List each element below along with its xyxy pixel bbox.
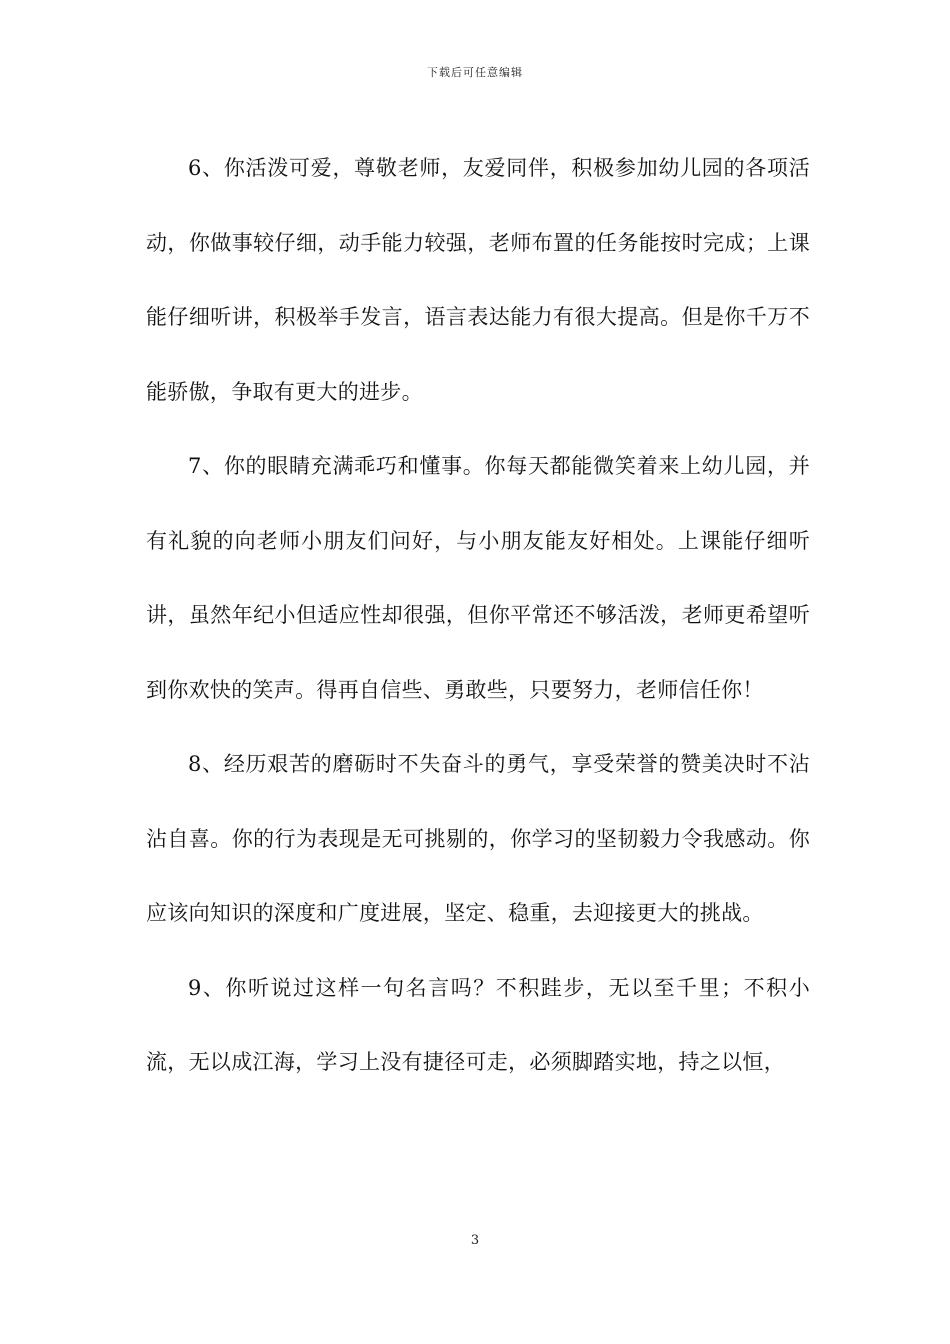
paragraph-8: 8、经历艰苦的磨砺时不失奋斗的勇气，享受荣誉的赞美决时不沾沾自喜。你的行为表现是无可挑剔的，你学习的坚韧毅力令我感动。你应该向知识的深度和广度进展，坚定、稳重，去迎接更大的挑战。: [146, 752, 810, 925]
paragraph-7: 7、你的眼睛充满乖巧和懂事。你每天都能微笑着来上幼儿园，并有礼貌的向老师小朋友们问好，与小朋友能友好相处。上课能仔细听讲，虽然年纪小但适应性却很强，但你平常还不够活泼，老师更希望听到你欢快的笑声。得再自信些、勇敢些，只要努力，老师信任你！: [146, 454, 810, 702]
paragraph-6: 6、你活泼可爱，尊敬老师，友爱同伴，积极参加幼儿园的各项活动，你做事较仔细，动手能力较强，老师布置的任务能按时完成；上课能仔细听讲，积极举手发言，语言表达能力有很大提高。但是你千万不能骄傲，争取有更大的进步。: [146, 156, 810, 404]
page-number: 3: [470, 1233, 480, 1248]
document-body: [146, 131, 810, 1100]
page-header: 下载后可任意编辑: [427, 66, 523, 79]
paragraph-9: 9、你听说过这样一句名言吗？不积跬步，无以至千里；不积小流，无以成江海，学习上没有捷径可走，必须脚踏实地，持之以恒，: [146, 975, 810, 1074]
